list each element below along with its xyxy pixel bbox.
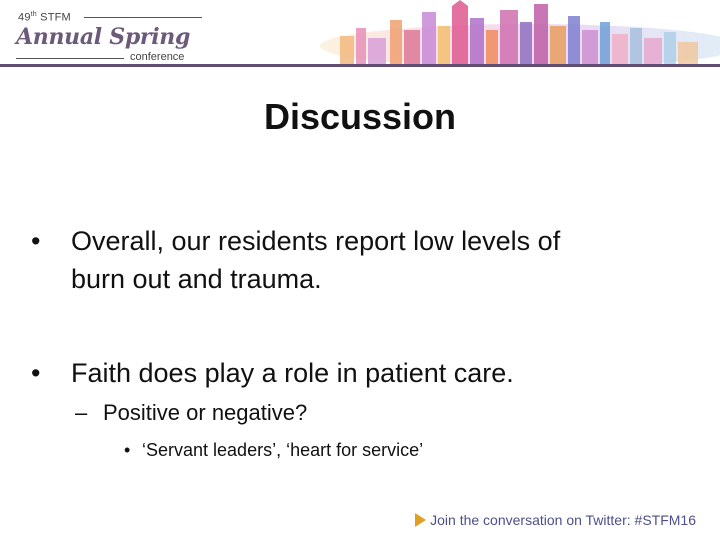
bullet-1-line-2: burn out and trauma. bbox=[71, 264, 322, 294]
sub-sub-bullet-marker: • bbox=[124, 440, 131, 460]
sub-bullet bbox=[75, 400, 308, 426]
play-arrow-icon bbox=[415, 513, 426, 527]
header-band bbox=[0, 64, 720, 67]
logo-edition-suffix: th bbox=[30, 11, 37, 18]
logo-subtitle: conference bbox=[130, 51, 185, 63]
bullet-2-text: Faith does play a role in patient care. bbox=[71, 358, 514, 388]
bullet-2 bbox=[31, 354, 514, 392]
conference-logo bbox=[14, 10, 194, 66]
sub-bullet-text: Positive or negative? bbox=[103, 400, 308, 425]
slide-title: Discussion bbox=[263, 96, 457, 137]
logo-rule-bottom bbox=[16, 58, 124, 59]
bullet-1-line-1: Overall, our residents report low levels of bbox=[71, 226, 561, 256]
logo-edition bbox=[18, 11, 71, 24]
logo-rule-top bbox=[84, 17, 202, 18]
city-skyline-graphic bbox=[300, 0, 720, 66]
footer-twitter-text: Join the conversation on Twitter: #STFM16 bbox=[430, 512, 696, 528]
logo-org: STFM bbox=[40, 11, 71, 24]
logo-brand: Annual Spring bbox=[16, 24, 191, 50]
footer bbox=[415, 512, 696, 528]
bullet-1-marker: • bbox=[31, 226, 41, 256]
sub-bullet-marker: – bbox=[75, 400, 88, 425]
sub-sub-bullet bbox=[124, 440, 424, 461]
sub-sub-bullet-text: ‘Servant leaders’, ‘heart for service’ bbox=[142, 440, 424, 460]
bullet-1 bbox=[31, 222, 561, 298]
logo-edition-number: 49 bbox=[18, 11, 31, 24]
bullet-2-marker: • bbox=[31, 358, 41, 388]
